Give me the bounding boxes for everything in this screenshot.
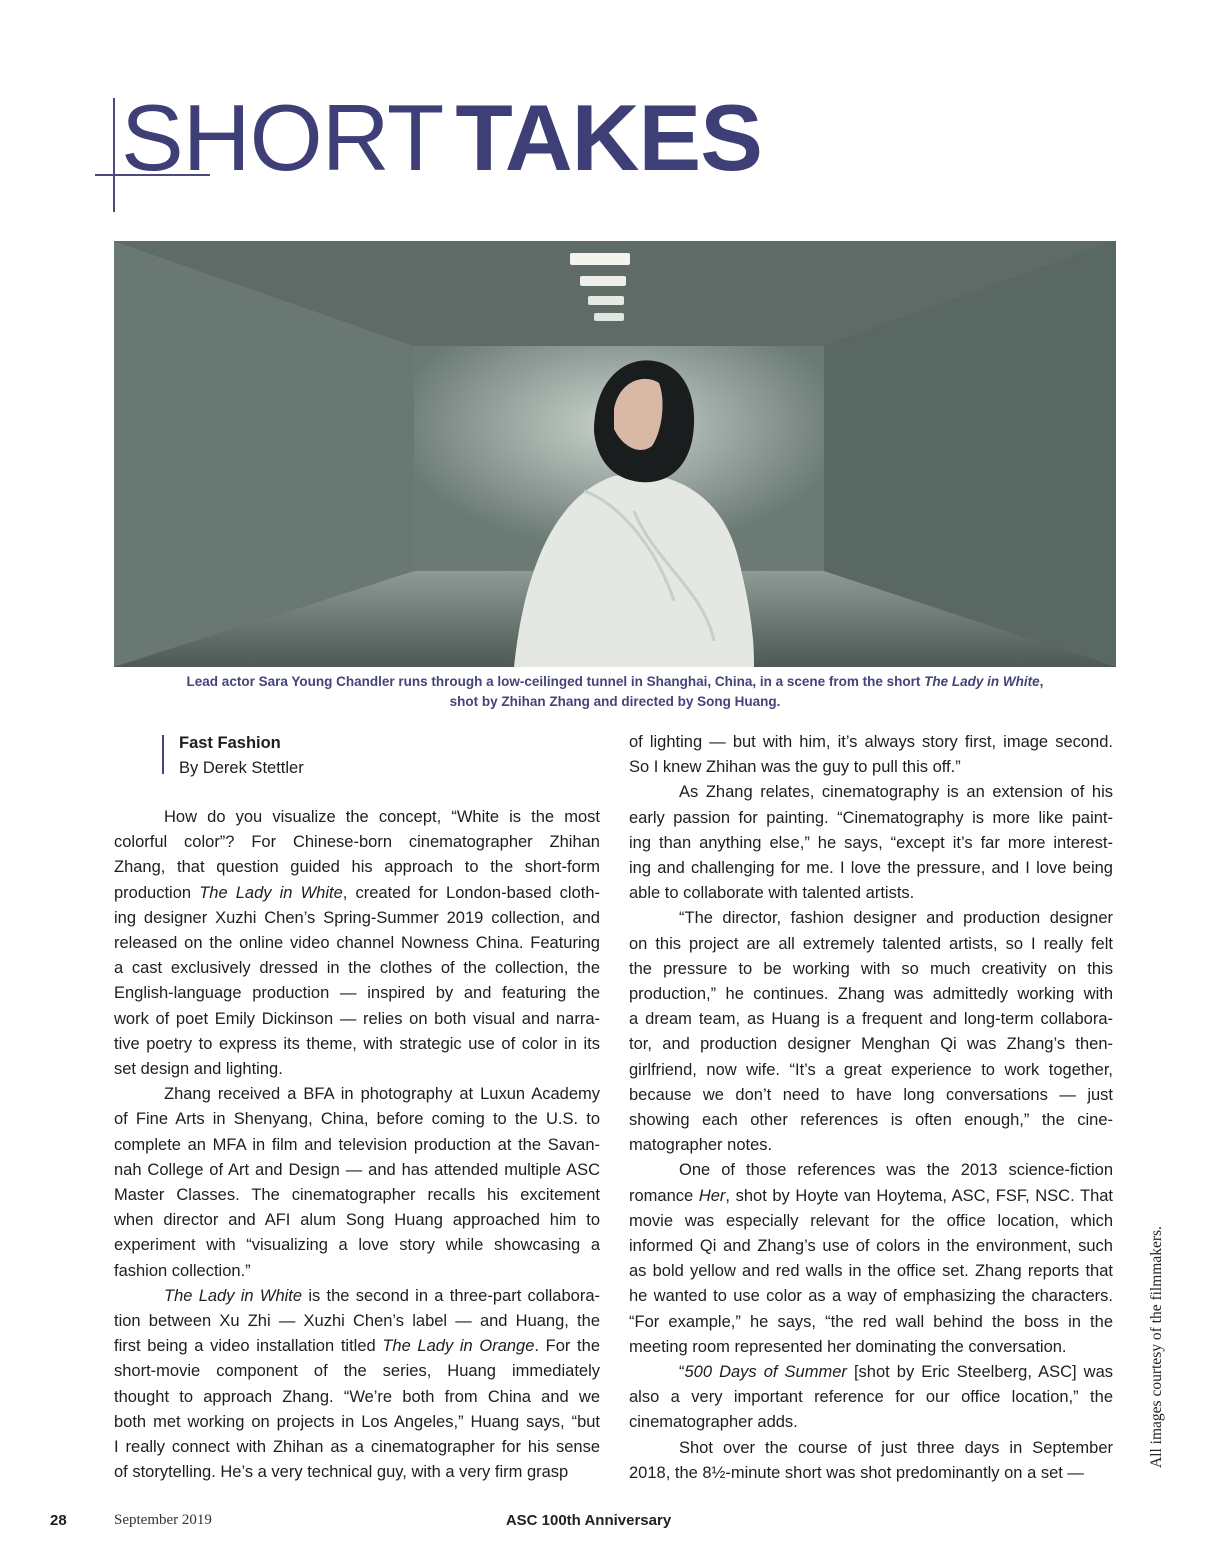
- text-line: set design and lighting.: [114, 1060, 283, 1079]
- text-line: work of poet Emily Dickinson — relies on both visual and narra-: [114, 1009, 600, 1028]
- title-light: SHORT: [121, 85, 444, 190]
- page-number: 28: [50, 1512, 67, 1529]
- text-line: English-language production — inspired by and featuring the: [114, 984, 600, 1003]
- kicker-rule: [162, 735, 164, 774]
- text-line: because we don’t need to have long conversations — just: [629, 1085, 1113, 1104]
- text-line: “500 Days of Summer [shot by Eric Steelberg, ASC] was: [679, 1363, 1113, 1382]
- text-line: as bold yellow and red walls in the office set. Zhang reports that: [629, 1262, 1113, 1281]
- text-line: romance Her, shot by Hoyte van Hoytema, ASC, FSF, NSC. That: [629, 1186, 1114, 1205]
- text-line: complete an MFA in film and television production at the Savan-: [114, 1135, 600, 1154]
- text-line: when director and AFI alum Song Huang approached him to: [114, 1211, 600, 1230]
- issue-date: September 2019: [114, 1512, 212, 1528]
- caption-text: Lead actor Sara Young Chandler runs through a low-ceilinged tunnel in Shanghai, China, in a scene from the short: [186, 674, 925, 689]
- text-line: production,” he continues. Zhang was admittedly working with: [629, 985, 1113, 1004]
- text-line: Zhang, that question guided his approach to the short-form: [114, 858, 600, 877]
- text-line: he wanted to use color as a way of emphasizing the characters.: [629, 1287, 1113, 1306]
- anniversary-text: ASC 100th Anniversary: [505, 1512, 672, 1529]
- text-line: matographer notes.: [629, 1136, 773, 1155]
- text-line: Shot over the course of just three days in September: [679, 1438, 1113, 1457]
- text-line: of Fine Arts in Shenyang, China, before coming to the U.S. to: [114, 1110, 600, 1129]
- text-line: colorful color”? For Chinese-born cinematographer Zhihan: [114, 833, 600, 852]
- text-line: girlfriend, now wife. “It’s a great experience to work together,: [629, 1060, 1113, 1079]
- text-line: tor, and production designer Menghan Qi was Zhang’s then-: [629, 1035, 1113, 1054]
- text-line: both met working on projects in Los Angeles,” Huang says, “but: [114, 1412, 600, 1431]
- text-line: ing designer Xuzhi Chen’s Spring-Summer 2019 collection, and: [114, 908, 600, 927]
- article-kicker: [179, 731, 304, 781]
- text-line: cinematographer adds.: [629, 1413, 798, 1432]
- text-line: meeting room represented her dominating the conversation.: [629, 1337, 1067, 1356]
- text-line: on this project are all extremely talented artists, so I really felt: [629, 934, 1113, 953]
- page-title: [121, 86, 762, 189]
- text-line: tion between Xu Zhi — Xuzhi Chen’s label — and Huang, the: [114, 1312, 600, 1331]
- text-line: 2018, the 8½-minute short was shot predominantly on a set —: [629, 1463, 1084, 1482]
- footer-anniversary: [0, 1512, 1227, 1529]
- text-line: the pressure to be working with so much creativity on this: [629, 959, 1113, 978]
- ceiling-light-2: [580, 276, 626, 286]
- text-line: tive poetry to express its theme, with strategic use of color in its: [114, 1034, 600, 1053]
- text-line: thought to approach Zhang. “We’re both from China and we: [114, 1387, 600, 1406]
- text-line: “For example,” he says, “the red wall behind the boss in the: [629, 1312, 1113, 1331]
- text-line: released on the online video channel Nowness China. Featuring: [114, 934, 600, 953]
- title-rule-vertical: [113, 98, 115, 212]
- caption-line-2: shot by Zhihan Zhang and directed by Song Huang.: [449, 694, 781, 709]
- text-line: also a very important reference for our office location,” the: [629, 1388, 1113, 1407]
- text-line: Master Classes. The cinematographer recalls his excitement: [114, 1186, 600, 1205]
- text-line: ing and challenging for me. I love the pressure, and I love being: [629, 859, 1113, 878]
- title-bold: TAKES: [455, 85, 762, 190]
- text-line: One of those references was the 2013 science-fiction: [679, 1161, 1113, 1180]
- title-block: [95, 85, 995, 217]
- tunnel-illustration: [114, 241, 1116, 667]
- text-line: Zhang received a BFA in photography at Luxun Academy: [164, 1085, 600, 1104]
- text-line: nah College of Art and Design — and has attended multiple ASC: [114, 1160, 600, 1179]
- caption-film-title: The Lady in White: [924, 674, 1040, 689]
- text-line: short-movie component of the series, Huang immediately: [114, 1362, 600, 1381]
- text-line: of storytelling. He’s a very technical guy, with a very firm grasp: [114, 1463, 569, 1482]
- photo-credit: All images courtesy of the filmmakers.: [1148, 1226, 1165, 1468]
- text-line: I really connect with Zhihan as a cinematographer for his sense: [114, 1438, 600, 1457]
- ceiling-light-1: [570, 253, 630, 265]
- text-line: So I knew Zhihan was the guy to pull this off.”: [629, 758, 961, 777]
- feature-photo: [114, 241, 1116, 667]
- caption-line-1: [114, 672, 1116, 692]
- body-column-1: [114, 805, 600, 1485]
- text-line: early passion for painting. “Cinematography is more like paint-: [629, 808, 1113, 827]
- text-line: production The Lady in White, created for London-based cloth-: [114, 883, 601, 902]
- text-line: movie was especially relevant for the office location, which: [629, 1211, 1113, 1230]
- text-line: experiment with “visualizing a love story while showcasing a: [114, 1236, 600, 1255]
- text-line: a dream team, as Huang is a frequent and long-term collabora-: [629, 1010, 1113, 1029]
- text-line: ing than anything else,” he says, “except it’s far more interest-: [629, 833, 1113, 852]
- text-line: fashion collection.”: [114, 1261, 251, 1280]
- body-column-2: [629, 730, 1113, 1486]
- ceiling-light-4: [594, 313, 624, 321]
- text-line: informed Qi and Zhang’s use of colors in the environment, such: [629, 1237, 1113, 1256]
- text-line: showing each other references is often enough,” the cine-: [629, 1111, 1113, 1130]
- byline: By Derek Stettler: [179, 759, 304, 777]
- text-line: “The director, fashion designer and production designer: [679, 909, 1113, 928]
- text-line: How do you visualize the concept, “White is the most: [164, 808, 600, 826]
- text-line: first being a video installation titled The Lady in Orange. For the: [114, 1337, 600, 1356]
- text-line: As Zhang relates, cinematography is an extension of his: [679, 783, 1113, 802]
- photo-caption: [114, 672, 1116, 712]
- text-line: able to collaborate with talented artists.: [629, 884, 915, 903]
- text-line: The Lady in White is the second in a three-part collabora-: [164, 1286, 601, 1305]
- section-title: Fast Fashion: [179, 734, 281, 752]
- ceiling-light-3: [588, 296, 624, 305]
- caption-comma: ,: [1039, 674, 1044, 689]
- text-line: a cast exclusively dressed in the clothes of the collection, the: [114, 959, 600, 978]
- text-line: of lighting — but with him, it’s always story first, image second.: [629, 733, 1113, 751]
